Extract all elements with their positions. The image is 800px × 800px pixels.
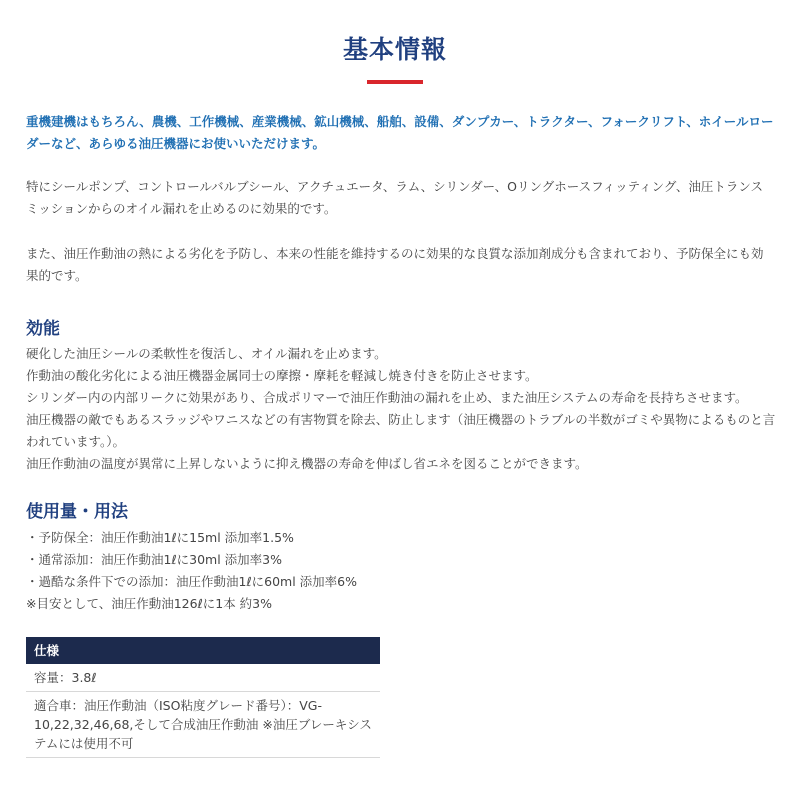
list-item: 油圧機器の敵でもあるスラッジやワニスなどの有害物質を除去、防止します（油圧機器のトラブルの半数がゴミや異物によるものと言われています。）。 — [26, 412, 776, 449]
page-title: 基本情報 — [342, 35, 447, 64]
list-item: 油圧作動油の温度が異常に上昇しないように抑え機器の寿命を伸ばし省エネを図ることができます。 — [26, 456, 588, 471]
title-underline — [367, 80, 423, 84]
list-item: 作動油の酸化劣化による油圧機器金属同士の摩擦・摩耗を軽減し焼き付きを防止させます。 — [26, 368, 538, 383]
list-item: ・過酷な条件下での添加：油圧作動油1ℓに60ml 添加率6% — [26, 574, 357, 589]
usage-heading: 使用量・用法 — [26, 502, 128, 522]
spec-table-header: 仕様 — [26, 637, 380, 664]
paragraph-preventive: また、油圧作動油の熱による劣化を予防し、本来の性能を維持するのに効果的な良質な添加剤成分も含まれており、予防保全にも効果的です。 — [26, 246, 764, 283]
list-item: ・通常添加：油圧作動油1ℓに30ml 添加率3% — [26, 552, 282, 567]
effects-list — [26, 343, 786, 475]
lead-text: 重機建機はもちろん、農機、工作機械、産業機械、鉱山機械、船舶、設備、ダンプカー、トラクター、フォークリフト、ホイールローダーなど、あらゆる油圧機器にお使いいただけます。 — [26, 114, 774, 151]
list-item: 硬化した油圧シールの柔軟性を復活し、オイル漏れを止めます。 — [26, 346, 387, 361]
effects-heading: 効能 — [26, 319, 60, 339]
table-row: 適合車：油圧作動油（ISO粘度グレード番号）：VG-10,22,32,46,68,そして合成油圧作動油 ※油圧ブレーキシステムには使用不可 — [26, 692, 380, 758]
list-item: シリンダー内の内部リークに効果があり、合成ポリマーで油圧作動油の漏れを止め、また油圧システムの寿命を長持ちさせます。 — [26, 390, 748, 405]
table-row: 容量：3.8ℓ — [26, 664, 380, 692]
usage-list — [26, 527, 786, 615]
list-item: ※目安として、油圧作動油126ℓに1本 約3% — [26, 596, 273, 611]
spec-table — [26, 637, 380, 758]
paragraph-seal-effect: 特にシールポンプ、コントロールバルブシール、アクチュエータ、ラム、シリンダー、Oリングホースフィッティング、油圧トランスミッションからのオイル漏れを止めるのに効果的です。 — [26, 179, 763, 216]
list-item: ・予防保全：油圧作動油1ℓに15ml 添加率1.5% — [26, 530, 294, 545]
